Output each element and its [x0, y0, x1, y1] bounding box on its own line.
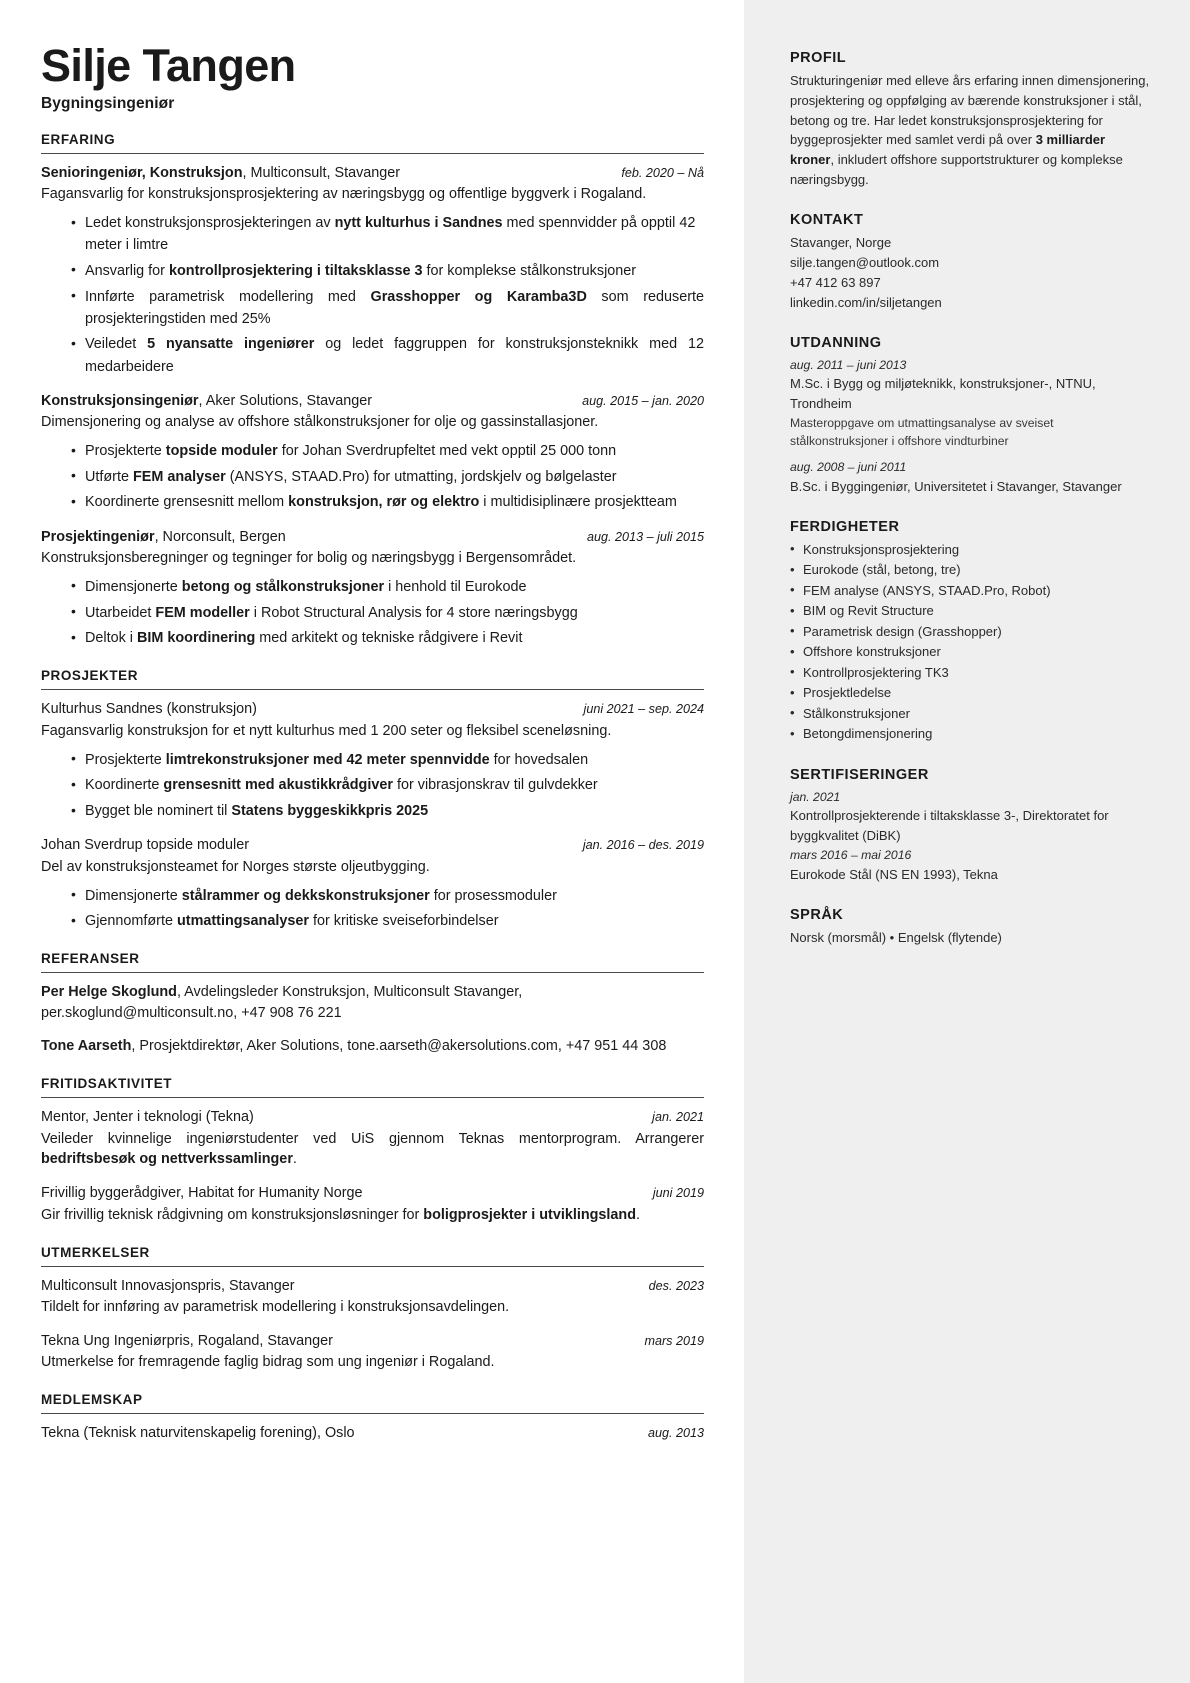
entry: [41, 163, 704, 378]
bullet-text-highlight: FEM modeller: [155, 604, 250, 621]
bullet-text-pre: Ledet konstruksjonsprosjekteringen av: [85, 215, 335, 232]
bullet-text-pre: Deltok i: [85, 630, 137, 647]
skill-list: [790, 540, 1150, 745]
entry-bullet: [71, 286, 704, 330]
activity-desc-post: .: [636, 1206, 640, 1223]
skill-item: • Prosjektledelse: [790, 683, 1150, 704]
sidebar-section-contact: [790, 212, 1150, 313]
entry-bullet: [71, 576, 704, 598]
bullet-text-post: med arkitekt og tekniske rådgivere i Revit: [255, 630, 523, 647]
entry-title-role: Senioringeniør, Konstruksjon: [41, 164, 243, 181]
skill-item: • Kontrollprosjektering TK3: [790, 663, 1150, 684]
bullet-text-post: i Robot Structural Analysis for 4 store næringsbygg: [249, 604, 578, 621]
entry-title-org: , Norconsult, Bergen: [154, 528, 286, 545]
entry: [41, 527, 704, 650]
award-entry-list: [41, 1276, 704, 1374]
education-degree: M.Sc. i Bygg og miljøteknikk, konstruksjoner-, NTNU, Trondheim: [790, 375, 1096, 411]
education-entry: [790, 458, 1150, 496]
sidebar-heading-education: UTDANNING: [790, 334, 882, 351]
entry-header: [41, 1276, 704, 1296]
entry-summary: Fagansvarlig konstruksjon for et nytt kulturhus med 1 200 seter og fleksibel sceneløsning.: [41, 722, 612, 739]
certification-date: jan. 2021: [790, 789, 841, 804]
entry-summary: Del av konstruksjonsteamet for Norges største oljeutbygging.: [41, 858, 430, 875]
section-heading-experience: ERFARING: [41, 131, 116, 147]
bullet-text-pre: Koordinerte: [85, 777, 164, 794]
bullet-text-highlight: 5 nyansatte ingeniører: [147, 336, 315, 353]
contact-phone[interactable]: +47 412 63 897: [790, 274, 881, 290]
certification-name: Eurokode Stål (NS EN 1993), Tekna: [790, 866, 998, 882]
skill-item: • BIM og Revit Structure: [790, 601, 1150, 622]
membership-title: Tekna (Teknisk naturvitenskapelig forening), Oslo: [41, 1425, 355, 1442]
sidebar-heading-profile: PROFIL: [790, 50, 847, 66]
sidebar-section-education: [790, 335, 1150, 497]
entry-header: [41, 163, 704, 183]
reference-entry: [41, 982, 704, 1024]
bullet-text-highlight: utmattingsanalyser: [176, 913, 309, 930]
entry-title: [41, 527, 286, 547]
bullet-text-post: for Johan Sverdrupfeltet med vekt opptil 25 000 tonn: [277, 443, 617, 460]
entry-bullet: [71, 260, 704, 282]
sidebar-heading-contact: KONTAKT: [790, 211, 864, 228]
award-title: Tekna Ung Ingeniørpris, Rogaland, Stavanger: [41, 1332, 333, 1349]
bullet-text-pre: Prosjekterte: [85, 751, 166, 768]
sidebar-section-languages: [790, 907, 1150, 948]
certification-entry: [790, 846, 1150, 884]
entry-title-org: , Aker Solutions, Stavanger: [198, 392, 373, 409]
award-date: mars 2019: [644, 1333, 704, 1348]
bullet-text-post: for komplekse stålkonstruksjoner: [422, 262, 637, 279]
entry-summary: Dimensjonering og analyse av offshore stålkonstruksjoner for olje og gassinstallasjoner.: [41, 414, 599, 431]
award-date: des. 2023: [648, 1278, 704, 1293]
education-entry: [790, 356, 1150, 451]
activity-entry: [41, 1107, 704, 1170]
entry-header: [41, 1331, 704, 1351]
entry-bullet: [71, 333, 704, 377]
activity-description: [41, 1205, 704, 1226]
entry-header: [41, 391, 704, 411]
entry-bullet: [71, 602, 704, 624]
entry-title-org: Johan Sverdrup topside moduler: [41, 837, 249, 854]
bullet-text-pre: Utarbeidet: [85, 604, 156, 621]
sidebar-section-certifications: [790, 767, 1150, 885]
award-title: Multiconsult Innovasjonspris, Stavanger: [41, 1277, 295, 1294]
entry-header: [41, 699, 704, 719]
education-date: aug. 2011 – juni 2013: [790, 357, 907, 372]
sidebar-heading-skills: FERDIGHETER: [790, 518, 900, 535]
membership-date: aug. 2013: [647, 1426, 704, 1441]
bullet-text-highlight: BIM koordinering: [136, 630, 256, 647]
education-date: aug. 2008 – juni 2011: [790, 460, 907, 475]
bullet-text-pre: Dimensjonerte: [85, 887, 182, 904]
bullet-text-pre: Koordinerte grensesnitt mellom: [85, 494, 289, 511]
bullet-text-post: for prosessmoduler: [429, 887, 557, 904]
entry-bullet: [71, 212, 704, 256]
entry-title-role: Konstruksjonsingeniør: [41, 392, 199, 409]
section-heading-projects: PROSJEKTER: [41, 668, 139, 684]
section-projects: [41, 668, 704, 932]
section-memberships: [41, 1392, 704, 1443]
entry-bullet: [71, 466, 704, 488]
section-heading-activities: FRITIDSAKTIVITET: [41, 1076, 173, 1092]
skill-item: • Stålkonstruksjoner: [790, 704, 1150, 725]
activity-desc-highlight: bedriftsbesøk og nettverkssamlinger: [41, 1151, 293, 1168]
bullet-text-pre: Ansvarlig for: [85, 262, 169, 279]
section-heading-awards: UTMERKELSER: [41, 1244, 150, 1260]
bullet-text-pre: Bygget ble nominert til: [85, 803, 232, 820]
activity-date: jan. 2021: [652, 1110, 704, 1125]
reference-entry-list: [41, 982, 704, 1057]
entry-bullet-list: [41, 885, 704, 933]
contact-linkedin[interactable]: linkedin.com/in/siljetangen: [790, 294, 942, 310]
entry-bullet: [71, 627, 704, 649]
reference-name: Tone Aarseth: [41, 1038, 132, 1055]
section-awards: [41, 1245, 704, 1374]
bullet-text-highlight: konstruksjon, rør og elektro: [288, 494, 480, 511]
profile-text-highlight: 3 milliarder kroner: [790, 132, 1106, 167]
sidebar-heading-languages: SPRÅK: [790, 906, 844, 923]
award-description: Tildelt for innføring av parametrisk modellering i konstruksjonsavdelingen.: [41, 1299, 510, 1316]
entry-bullet: [71, 910, 704, 932]
activity-desc-pre: Gir frivillig teknisk rådgivning om konstruksjonsløsninger for: [41, 1206, 424, 1223]
entry-bullet-list: [41, 749, 704, 823]
bullet-text-pre: Utførte: [85, 468, 133, 485]
entry-date: aug. 2015 – jan. 2020: [582, 393, 704, 408]
certification-entry-list: [790, 788, 1150, 885]
skill-item: • Offshore konstruksjoner: [790, 642, 1150, 663]
activity-desc-post: .: [292, 1151, 297, 1168]
activity-entry-list: [41, 1107, 704, 1226]
bullet-text-highlight: topside moduler: [165, 443, 278, 460]
contact-email[interactable]: silje.tangen@outlook.com: [790, 254, 940, 270]
entry-title-role: Prosjektingeniør: [41, 528, 155, 545]
activity-desc-highlight: boligprosjekter i utviklingsland: [423, 1206, 636, 1223]
section-divider: [41, 1266, 704, 1267]
certification-date: mars 2016 – mai 2016: [790, 848, 912, 863]
skill-item: • FEM analyse (ANSYS, STAAD.Pro, Robot): [790, 581, 1150, 602]
bullet-text-post: som reduserte prosjekteringstiden med 25%: [85, 288, 705, 327]
bullet-text-highlight: nytt kulturhus i Sandnes: [334, 215, 503, 232]
activity-date: juni 2019: [652, 1186, 704, 1201]
entry-bullet: [71, 800, 704, 822]
entry-date: aug. 2013 – juli 2015: [587, 529, 704, 544]
section-heading-references: REFERANSER: [41, 951, 140, 967]
languages-text: Norsk (morsmål) • Engelsk (flytende): [790, 929, 1002, 945]
membership-entry: [41, 1423, 704, 1443]
entry-bullet-list: [41, 440, 704, 514]
entry: [41, 391, 704, 514]
entry-bullet-list: [41, 576, 704, 650]
bullet-text-post: i henhold til Eurokode: [384, 578, 527, 595]
entry-title: [41, 699, 257, 719]
entry-header: [41, 1183, 704, 1203]
bullet-text-pre: Veiledet: [85, 336, 148, 353]
bullet-text-highlight: stålrammer og dekkskonstruksjoner: [181, 887, 430, 904]
section-divider: [41, 972, 704, 973]
membership-entry-list: [41, 1423, 704, 1443]
bullet-text-pre: Dimensjonerte: [85, 578, 182, 595]
bullet-text-highlight: Statens byggeskikkpris 2025: [231, 803, 429, 820]
sidebar-column: [744, 0, 1190, 1683]
entry-bullet-list: [41, 212, 704, 378]
award-entry: [41, 1276, 704, 1318]
profile-text-pre: Strukturingeniør med elleve års erfaring innen dimensjonering, prosjektering og oppfølging av bærende konstruksjoner i stål, betong og tre. Har ledet konstruksjonsprosjektering for byggeprosjekter med samlet verdi på over: [790, 73, 1150, 148]
sidebar-section-profile: [790, 50, 1150, 190]
bullet-text-highlight: grensesnitt med akustikkrådgiver: [163, 777, 393, 794]
entry-bullet: [71, 491, 704, 513]
section-divider: [41, 1097, 704, 1098]
entry-summary: Konstruksjonsberegninger og tegninger for bolig og næringsbygg i Bergensområdet.: [41, 550, 577, 567]
profile-text: [790, 71, 1150, 190]
award-description: Utmerkelse for fremragende faglig bidrag som ung ingeniør i Rogaland.: [41, 1354, 495, 1371]
entry-title-org: , Multiconsult, Stavanger: [242, 164, 401, 181]
certification-name: Kontrollprosjekterende i tiltaksklasse 3-, Direktoratet for byggkvalitet (DiBK): [790, 808, 1109, 844]
bullet-text-pre: Prosjekterte: [85, 443, 166, 460]
section-divider: [41, 689, 704, 690]
sidebar-section-skills: [790, 519, 1150, 745]
section-references: [41, 951, 704, 1057]
experience-entry-list: [41, 163, 704, 650]
entry-title-org: Kulturhus Sandnes (konstruksjon): [41, 701, 257, 718]
entry-title: [41, 391, 372, 411]
entry-header: [41, 1107, 704, 1127]
section-experience: [41, 132, 704, 650]
entry-title: [41, 835, 249, 855]
bullet-text-post: i multidisiplinære prosjektteam: [479, 494, 677, 511]
section-activities: [41, 1076, 704, 1226]
activity-title: Frivillig byggerådgiver, Habitat for Humanity Norge: [41, 1185, 363, 1202]
bullet-text-post: og ledet faggruppen for konstruksjonsteknikk med 12 medarbeidere: [85, 336, 704, 375]
bullet-text-highlight: limtrekonstruksjoner med 42 meter spennvidde: [165, 751, 490, 768]
bullet-text-highlight: kontrollprosjektering i tiltaksklasse 3: [168, 262, 423, 279]
activity-desc-pre: Veileder kvinnelige ingeniørstudenter ved UiS gjennom Teknas mentorprogram. Arrangerer: [41, 1130, 704, 1147]
education-degree: B.Sc. i Byggingeniør, Universitetet i Stavanger, Stavanger: [790, 478, 1122, 494]
entry-header: [41, 835, 704, 855]
skill-item: • Eurokode (stål, betong, tre): [790, 560, 1150, 581]
education-note: Masteroppgave om utmattingsanalyse av sveiset stålkonstruksjoner i offshore vindturbiner: [790, 415, 1054, 448]
award-entry: [41, 1331, 704, 1373]
entry-date: juni 2021 – sep. 2024: [583, 702, 704, 717]
bullet-text-pre: Innførte parametrisk modellering med: [85, 288, 371, 305]
candidate-job-title: Bygningsingeniør: [41, 94, 175, 112]
bullet-text-post: (ANSYS, STAAD.Pro) for utmatting, jordskjelv og bølgelaster: [225, 468, 617, 485]
skill-item: • Konstruksjonsprosjektering: [790, 540, 1150, 561]
sidebar-heading-certifications: SERTIFISERINGER: [790, 766, 929, 783]
entry-bullet: [71, 885, 704, 907]
entry-header: [41, 1423, 704, 1443]
reference-details: , Prosjektdirektør, Aker Solutions, tone.aarseth@akersolutions.com, +47 951 44 308: [131, 1038, 667, 1055]
bullet-text-highlight: betong og stålkonstruksjoner: [181, 578, 385, 595]
section-divider: [41, 153, 704, 154]
entry: [41, 835, 704, 932]
entry-bullet: [71, 774, 704, 796]
bullet-text-highlight: Grasshopper og Karamba3D: [370, 288, 587, 305]
entry: [41, 699, 704, 822]
section-divider: [41, 1413, 704, 1414]
entry-summary: Fagansvarlig for konstruksjonsprosjektering av næringsbygg og offentlige byggverk i Rogaland.: [41, 186, 647, 203]
entry-bullet: [71, 749, 704, 771]
bullet-text-post: med spennvidder på opptil 42 meter i limtre: [85, 215, 696, 254]
bullet-text-post: for vibrasjonskrav til gulvdekker: [392, 777, 598, 794]
contact-location: Stavanger, Norge: [790, 234, 892, 250]
bullet-text-post: for hovedsalen: [489, 751, 589, 768]
entry-bullet: [71, 440, 704, 462]
profile-text-post: , inkludert offshore supportstrukturer og komplekse næringsbygg.: [790, 152, 1123, 187]
entry-title: [41, 163, 400, 183]
bullet-text-post: for kritiske sveiseforbindelser: [308, 913, 499, 930]
section-heading-memberships: MEDLEMSKAP: [41, 1392, 143, 1408]
entry-date: jan. 2016 – des. 2019: [582, 838, 704, 853]
bullet-text-pre: Gjennomførte: [85, 913, 177, 930]
skill-item: • Parametrisk design (Grasshopper): [790, 622, 1150, 643]
education-entry-list: [790, 356, 1150, 497]
activity-description: [41, 1129, 704, 1171]
candidate-name: Silje Tangen: [41, 40, 296, 91]
reference-entry: [41, 1036, 704, 1057]
bullet-text-highlight: FEM analyser: [132, 468, 226, 485]
entry-header: [41, 527, 704, 547]
entry-date: feb. 2020 – Nå: [621, 165, 704, 180]
project-entry-list: [41, 699, 704, 932]
activity-entry: [41, 1183, 704, 1225]
reference-details: , Avdelingsleder Konstruksjon, Multiconsult Stavanger, per.skoglund@multiconsult.no, +47 908 76 221: [41, 984, 523, 1022]
activity-title: Mentor, Jenter i teknologi (Tekna): [41, 1109, 254, 1126]
reference-name: Per Helge Skoglund: [41, 984, 177, 1001]
skill-item: • Betongdimensjonering: [790, 724, 1150, 745]
certification-entry: [790, 788, 1150, 846]
